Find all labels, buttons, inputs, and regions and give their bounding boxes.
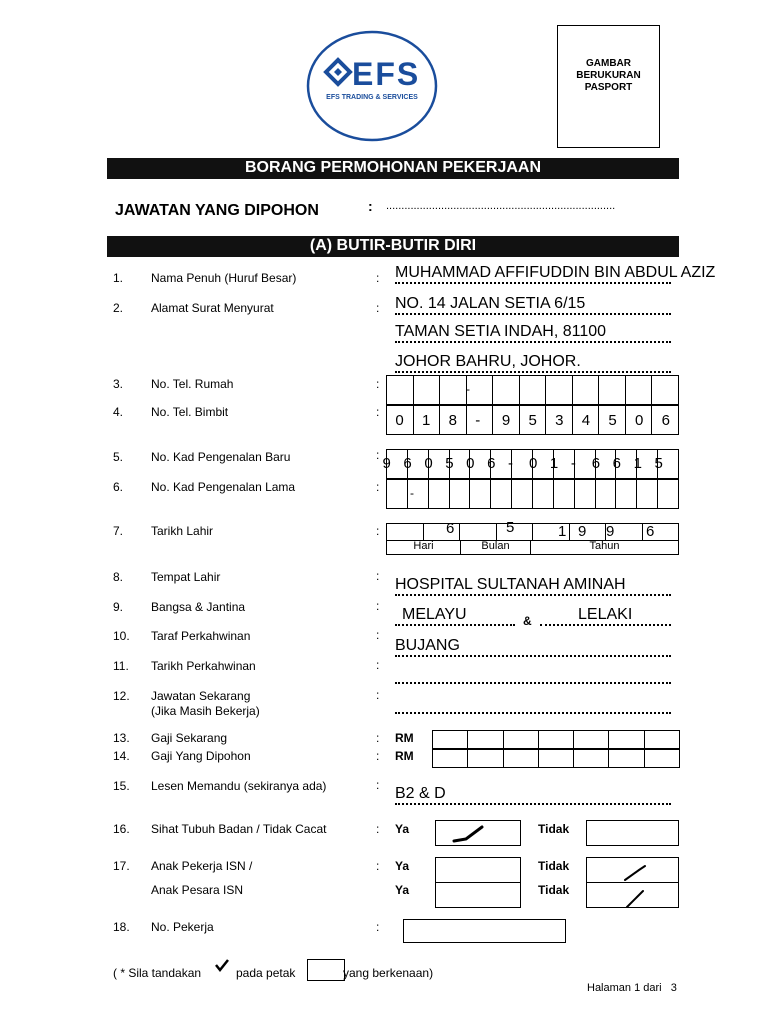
field-8-colon: : xyxy=(376,569,380,583)
field-2-colon: : xyxy=(376,301,380,315)
field-9-num: 9. xyxy=(113,600,124,614)
photo-box-line3: PASPORT xyxy=(584,82,633,93)
field-12-num: 12. xyxy=(113,689,130,703)
field-15-num: 15. xyxy=(113,779,130,793)
passport-photo-box[interactable] xyxy=(557,25,660,148)
field-14-colon: : xyxy=(376,749,380,763)
field-18-colon: : xyxy=(376,920,380,934)
year-sublabel: Tahun xyxy=(589,540,620,552)
address-line-1-field[interactable]: NO. 14 JALAN SETIA 6/15 xyxy=(395,295,671,315)
month-sublabel: Bulan xyxy=(461,540,531,554)
field-1-label: Nama Penuh (Huruf Besar) xyxy=(151,271,297,285)
field-2-num: 2. xyxy=(113,301,124,315)
photo-box-line1: GAMBAR xyxy=(586,58,631,69)
birth-month-value: 5 xyxy=(506,519,515,536)
isn-retiree-no-checkbox[interactable] xyxy=(586,882,679,908)
birth-date-sublabels xyxy=(386,540,679,555)
current-position-field[interactable] xyxy=(395,702,671,714)
old-ic-dash: - xyxy=(410,486,414,500)
field-8-label: Tempat Lahir xyxy=(151,570,221,584)
field-1-num: 1. xyxy=(113,271,124,285)
address-line-3-field[interactable]: JOHOR BAHRU, JOHOR. xyxy=(395,353,671,373)
grid-digit: 5 xyxy=(654,455,663,472)
isn-employee-no-checkbox[interactable] xyxy=(586,857,679,883)
grid-digit: 5 xyxy=(608,412,617,429)
grid-digit: 1 xyxy=(633,455,642,472)
field-5-colon: : xyxy=(376,448,380,462)
current-salary-grid[interactable] xyxy=(432,730,680,749)
photo-box-line2: BERUKURAN xyxy=(576,70,641,81)
grid-digit: 6 xyxy=(487,455,496,472)
footnote-part1: ( * Sila tandakan xyxy=(113,966,202,980)
field-12-label: Jawatan Sekarang xyxy=(151,689,251,703)
field-13-label: Gaji Sekarang xyxy=(151,731,228,745)
field-3-colon: : xyxy=(376,377,380,391)
grid-digit: 6 xyxy=(612,455,622,472)
field-15-colon: : xyxy=(376,778,380,792)
birth-year-digit: 6 xyxy=(646,523,655,540)
grid-digit: 1 xyxy=(421,412,431,429)
full-name-field[interactable]: MUHAMMAD AFFIFUDDIN BIN ABDUL AZIZ xyxy=(395,264,671,284)
grid-digit: 8 xyxy=(448,412,457,429)
field-7-colon: : xyxy=(376,524,380,538)
grid-digit: 0 xyxy=(424,455,433,472)
field-10-num: 10. xyxy=(113,629,130,643)
address-line-2-field[interactable]: TAMAN SETIA INDAH, 81100 xyxy=(395,323,671,343)
position-applied-colon: : xyxy=(368,198,373,214)
grid-digit: 0 xyxy=(635,412,644,429)
old-ic-grid[interactable] xyxy=(386,479,679,509)
birth-day-value: 6 xyxy=(446,520,455,537)
isn-retiree-no-label: Tidak xyxy=(538,883,570,897)
field-11-colon: : xyxy=(376,658,380,672)
footnote-sample-box xyxy=(307,959,345,981)
home-phone-dash: - xyxy=(466,382,470,396)
isn-employee-yes-checkbox[interactable] xyxy=(435,857,521,883)
isn-employee-yes-label: Ya xyxy=(395,859,410,873)
expected-salary-grid[interactable] xyxy=(432,749,680,768)
grid-digit: 6 xyxy=(591,455,601,472)
field-5-num: 5. xyxy=(113,450,124,464)
grid-digit: - xyxy=(508,455,514,472)
birth-year-digit: 9 xyxy=(578,523,587,540)
healthy-yes-label: Ya xyxy=(395,822,410,836)
field-11-num: 11. xyxy=(113,659,129,673)
grid-digit: 6 xyxy=(403,455,412,472)
field-14-label: Gaji Yang Dipohon xyxy=(151,749,251,763)
field-11-label: Tarikh Perkahwinan xyxy=(151,659,256,673)
race-gender-amp: & xyxy=(523,614,532,628)
field-16-colon: : xyxy=(376,822,380,836)
field-17-label2: Anak Pesara ISN xyxy=(151,883,244,897)
healthy-no-checkbox[interactable] xyxy=(586,820,679,846)
page-number: Halaman 1 dari 3 xyxy=(587,982,677,994)
current-salary-currency: RM xyxy=(395,731,414,745)
field-13-colon: : xyxy=(376,731,380,745)
logo-subtitle: EFS TRADING & SERVICES xyxy=(326,94,418,101)
grid-digit: - xyxy=(570,455,576,472)
grid-digit: 6 xyxy=(661,412,671,429)
footnote-part2: pada petak xyxy=(236,966,296,980)
field-12-colon: : xyxy=(376,688,380,702)
field-4-num: 4. xyxy=(113,405,124,419)
grid-digit: 1 xyxy=(549,455,559,472)
field-17-colon: : xyxy=(376,859,380,873)
birth-date-grid[interactable] xyxy=(386,523,679,541)
field-3-num: 3. xyxy=(113,377,124,391)
field-7-num: 7. xyxy=(113,524,124,538)
field-18-label: No. Pekerja xyxy=(151,920,214,934)
healthy-no-label: Tidak xyxy=(538,822,570,836)
expected-salary-currency: RM xyxy=(395,749,414,763)
driving-license-field[interactable]: B2 & D xyxy=(395,785,671,805)
grid-digit: 9 xyxy=(501,412,511,429)
gender-field[interactable]: LELAKI xyxy=(540,606,671,626)
field-4-colon: : xyxy=(376,405,380,419)
position-applied-field[interactable]: ........................................................................... xyxy=(386,200,616,212)
form-title: BORANG PERMOHONAN PEKERJAAN xyxy=(107,158,679,179)
marital-status-field[interactable]: BUJANG xyxy=(395,637,671,657)
grid-digit: 3 xyxy=(555,412,564,429)
grid-digit: 0 xyxy=(466,455,475,472)
field-16-label: Sihat Tubuh Badan / Tidak Cacat xyxy=(151,822,327,836)
field-2-label: Alamat Surat Menyurat xyxy=(151,301,274,315)
field-4-label: No. Tel. Bimbit xyxy=(151,405,229,419)
field-12-label2: (Jika Masih Bekerja) xyxy=(151,704,260,718)
birth-year-digit: 1 xyxy=(558,523,567,540)
field-15-label: Lesen Memandu (sekiranya ada) xyxy=(151,779,327,793)
isn-retiree-yes-checkbox[interactable] xyxy=(435,882,521,908)
healthy-yes-checkbox[interactable] xyxy=(435,820,521,846)
check-stroke-icon xyxy=(436,821,522,847)
grid-digit: - xyxy=(475,412,481,429)
checkmark-icon xyxy=(214,958,230,977)
field-6-label: No. Kad Pengenalan Lama xyxy=(151,480,296,494)
company-logo xyxy=(306,30,438,142)
field-16-num: 16. xyxy=(113,822,130,836)
grid-digit: 4 xyxy=(581,412,591,429)
grid-digit: 5 xyxy=(445,455,454,472)
field-10-label: Taraf Perkahwinan xyxy=(151,629,251,643)
logo-text: EFS xyxy=(352,56,421,92)
field-10-colon: : xyxy=(376,628,380,642)
position-applied-label: JAWATAN YANG DIPOHON xyxy=(115,202,319,219)
marriage-date-field[interactable] xyxy=(395,672,671,684)
field-18-num: 18. xyxy=(113,920,130,934)
birth-year-digit: 9 xyxy=(606,523,615,540)
field-8-num: 8. xyxy=(113,570,124,584)
grid-digit: 9 xyxy=(382,455,391,472)
check-stroke-icon xyxy=(587,858,680,884)
field-3-label: No. Tel. Rumah xyxy=(151,377,234,391)
field-7-label: Tarikh Lahir xyxy=(151,524,214,538)
grid-digit: 0 xyxy=(528,455,538,472)
race-field[interactable]: MELAYU xyxy=(395,606,515,626)
employee-number-field[interactable] xyxy=(403,919,566,943)
field-6-colon: : xyxy=(376,480,380,494)
field-1-colon: : xyxy=(376,271,380,285)
grid-digit: 0 xyxy=(395,412,404,429)
home-phone-grid[interactable] xyxy=(386,375,679,405)
isn-employee-no-label: Tidak xyxy=(538,859,570,873)
field-17-label: Anak Pekerja ISN / xyxy=(151,859,253,873)
field-9-colon: : xyxy=(376,599,380,613)
check-stroke-icon xyxy=(587,883,680,909)
birth-place-field[interactable]: HOSPITAL SULTANAH AMINAH xyxy=(395,576,671,596)
field-5-label: No. Kad Pengenalan Baru xyxy=(151,450,291,464)
section-a-title: (A) BUTIR-BUTIR DIRI xyxy=(107,236,679,257)
isn-retiree-yes-label: Ya xyxy=(395,883,410,897)
field-14-num: 14. xyxy=(113,749,130,763)
field-6-num: 6. xyxy=(113,480,124,494)
grid-digit: 5 xyxy=(528,412,537,429)
day-sublabel: Hari xyxy=(387,540,461,554)
field-17-num: 17. xyxy=(113,859,130,873)
field-9-label: Bangsa & Jantina xyxy=(151,600,246,614)
field-13-num: 13. xyxy=(113,731,130,745)
footnote-part3: yang berkenaan) xyxy=(343,966,434,980)
